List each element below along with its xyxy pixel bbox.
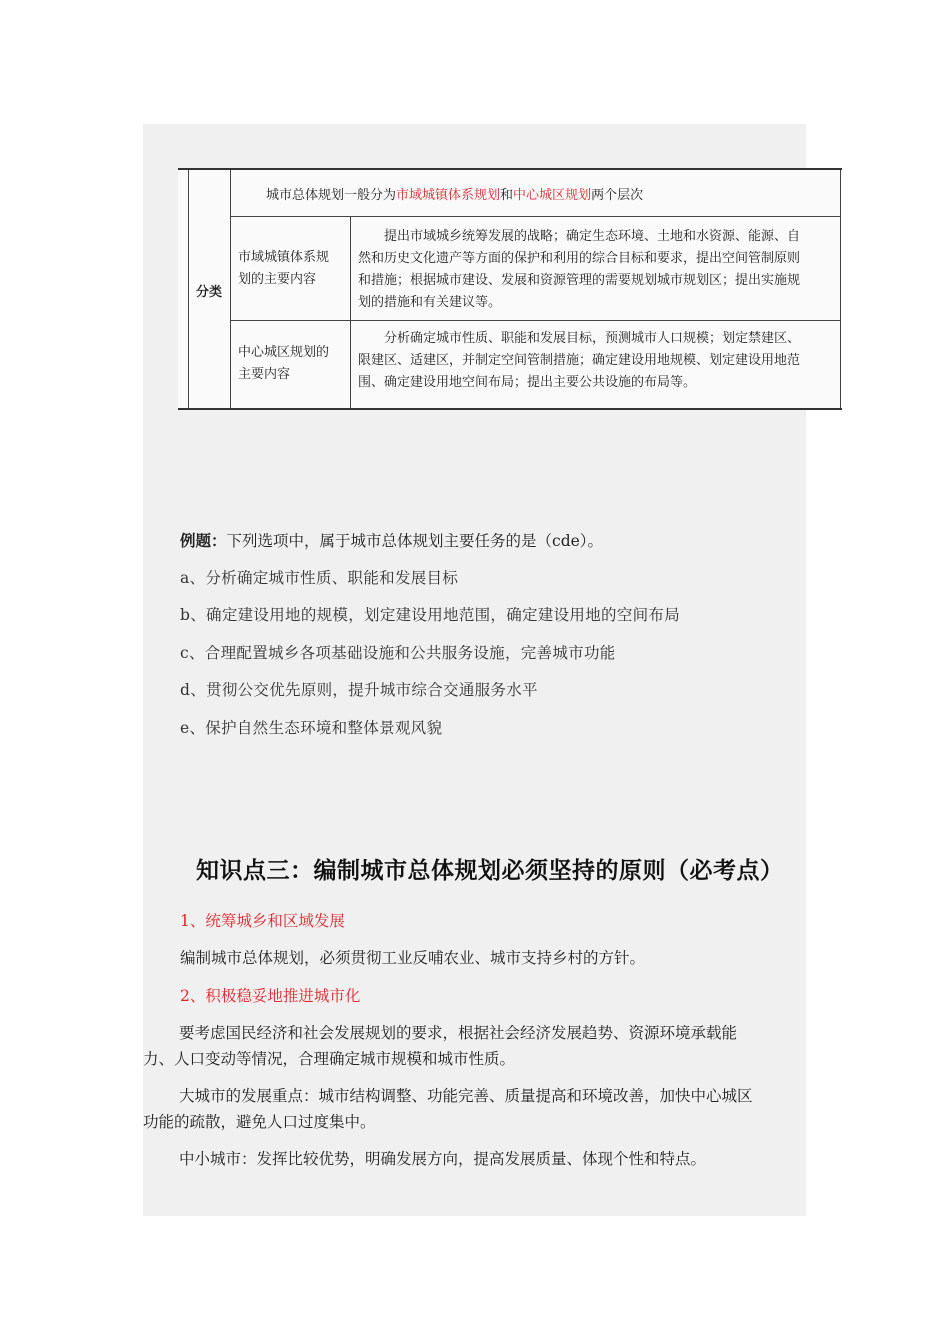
subheading-1: 1、统筹城乡和区域发展 [180, 912, 345, 930]
table-category-label: 分类 [196, 285, 223, 300]
option-c: c、合理配置城乡各项基础设施和公共服务设施，完善城市功能 [180, 644, 616, 662]
row2-label: 中心城区规划的 主要内容 [238, 345, 330, 382]
section-heading: 知识点三：编制城市总体规划必须坚持的原则（必考点） [196, 858, 784, 884]
table-left-border [188, 170, 189, 408]
table-row-divider-2 [230, 320, 840, 321]
row1-content: 提出市域城乡统筹发展的战略；确定生态环境、土地和水资源、能源、自 然和历史文化遗产等方面的保护和利用的综合目标和要求，提出空间管制原则 和措施；根据城市建设、发展和资源管理的需要规划城市规划区；提出实施规 划的措施和有关建议等。 [358, 229, 801, 310]
row1-label: 市域城镇体系规 划的主要内容 [238, 250, 330, 287]
subheading-2: 2、积极稳妥地推进城市化 [180, 987, 361, 1005]
option-b: b、确定建设用地的规模，划定建设用地范围，确定建设用地的空间布局 [180, 606, 681, 624]
row2-content: 分析确定城市性质、职能和发展目标，预测城市人口规模；划定禁建区、 限建区、适建区，并制定空间管制措施；确定建设用地规模、划定建设用地范 围、确定建设用地空间布局；提出主要公共设施的布局等。 [358, 331, 801, 390]
example-label: 例题： [180, 531, 227, 550]
example-question [180, 530, 603, 552]
option-d: d、贯彻公交优先原则，提升城市综合交通服务水平 [180, 681, 538, 699]
table-header-row: 城市总体规划一般分为市域城镇体系规划和中心城区规划两个层次 [266, 188, 644, 203]
paragraph-3: 大城市的发展重点：城市结构调整、功能完善、质量提高和环境改善，加快中心城区 功能的疏散，避免人口过度集中。 [143, 1087, 753, 1131]
table-category-divider [230, 170, 231, 408]
paragraph-2: 要考虑国民经济和社会发展规划的要求，根据社会经济发展趋势、资源环境承载能 力、人口变动等情况，合理确定城市规模和城市性质。 [143, 1024, 738, 1068]
planning-classification-table [178, 168, 842, 410]
table-label-divider [350, 216, 351, 408]
table-row-divider-1 [230, 216, 840, 217]
option-e: e、保护自然生态环境和整体景观风貌 [180, 719, 443, 737]
example-question-text: 下列选项中，属于城市总体规划主要任务的是（cde）。 [226, 532, 604, 550]
paragraph-1: 编制城市总体规划，必须贯彻工业反哺农业、城市支持乡村的方针。 [180, 949, 646, 967]
option-a: a、分析确定城市性质、职能和发展目标 [180, 569, 459, 587]
paragraph-4: 中小城市：发挥比较优势，明确发展方向，提高发展质量、体现个性和特点。 [179, 1150, 707, 1168]
table-right-border [840, 170, 841, 408]
